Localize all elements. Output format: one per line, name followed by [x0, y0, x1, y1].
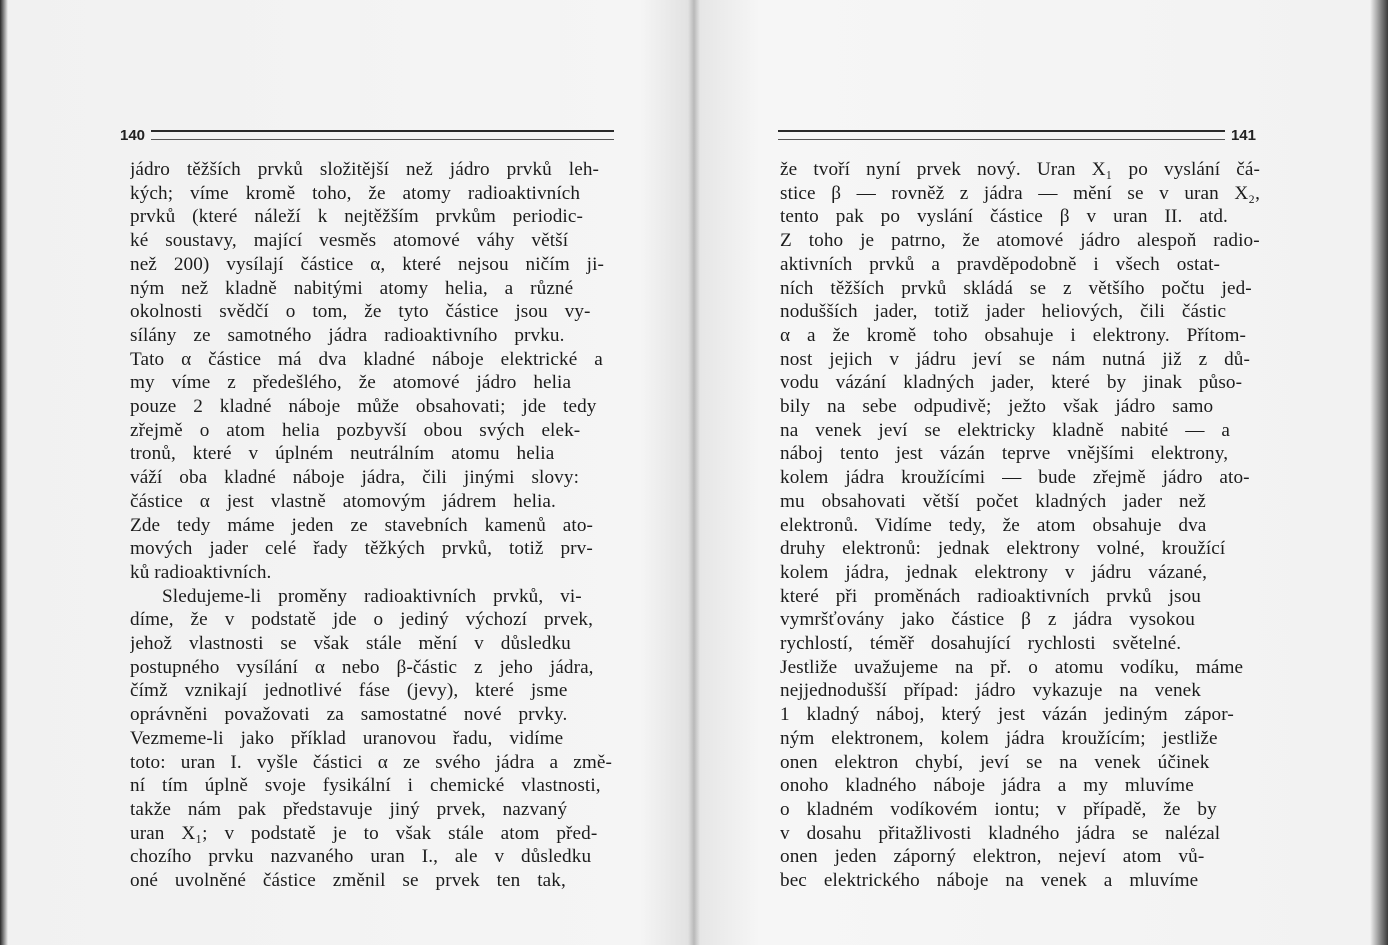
text-line: onen elektron chybí, jeví se na venek účinek — [780, 751, 1210, 773]
text-line: váží oba kladné náboje jádra, čili jinými slovy: — [130, 467, 579, 489]
text-line: jádro těžších prvků složitější než jádro prvků leh- — [130, 159, 599, 180]
text-line: vymršťovány jako částice β z jádra vysokou — [780, 609, 1195, 631]
text-line: tronů, které v úplném neutrálním atomu helia — [130, 443, 555, 465]
text-line: toto: uran I. vyšle částici α ze svého jádra a změ- — [130, 751, 612, 773]
right-page-header — [778, 124, 1256, 146]
text-line: stice β — rovněž z jádra — mění se v uran X₂, — [780, 182, 1260, 204]
text-line: prvků (které náleží k nejtěžším prvkům periodic- — [130, 206, 583, 228]
text-line: oprávněni považovati za samostatné nové prvky. — [130, 704, 568, 726]
text-line: částice α jest vlastně atomovým jádrem helia. — [130, 490, 556, 512]
text-line: bec elektrického náboje na venek a mluvíme — [780, 870, 1199, 892]
text-line: jehož vlastnosti se však stále mění v důsledku — [130, 633, 571, 655]
text-line: čímž vznikají jednotlivé fáse (jevy), které jsme — [130, 680, 568, 702]
paragraph — [130, 158, 612, 585]
text-line: mových jader celé řady těžkých prvků, totiž prv- — [130, 538, 593, 560]
left-page — [0, 0, 690, 945]
right-page-body — [780, 158, 1260, 893]
text-line: Jestliže uvažujeme na př. o atomu vodíku, máme — [780, 656, 1244, 678]
text-line: o kladném vodíkovém iontu; v případě, že by — [780, 798, 1217, 820]
text-line: tento pak po vyslání částice β v uran II. atd. — [780, 206, 1228, 228]
text-line: vodu vázání kladných jader, které by jinak půso- — [780, 372, 1243, 394]
text-line: Tato α částice má dva kladné náboje elektrické a — [130, 348, 603, 370]
text-line: onoho kladného náboje jádra a my mluvíme — [780, 775, 1194, 797]
text-line: pouze 2 kladné náboje může obsahovati; jde tedy — [130, 396, 597, 418]
text-line: ní tím úplně svoje fysikální i chemické vlastnosti, — [130, 775, 601, 797]
text-line: než 200) vysílají částice α, které nejsou ničím ji- — [130, 253, 605, 275]
text-line: kých; víme kromě toho, že atomy radioaktivních — [130, 182, 581, 204]
text-line: náboj tento jest vázán teprve vnějšími elektrony, — [780, 443, 1229, 465]
text-line: Zde tedy máme jeden ze stavebních kamenů ato- — [130, 514, 594, 536]
text-line: nejjednodušší případ: jádro vykazuje na venek — [780, 680, 1201, 702]
left-page-body — [130, 158, 612, 893]
text-line: které při proměnách radioaktivních prvků jsou — [780, 585, 1201, 607]
text-line: na venek jeví se elektricky kladně nabité — a — [780, 419, 1230, 441]
text-line: bily na sebe odpudivě; ježto však jádro samo — [780, 396, 1214, 418]
text-line: takže nám pak představuje jiný prvek, nazvaný — [130, 798, 568, 820]
text-line: 1 kladný náboj, který jest vázán jediným zápor- — [780, 704, 1234, 726]
page-number: 140 — [120, 126, 146, 144]
text-line: mu obsahovati větší počet kladných jader než — [780, 490, 1206, 512]
text-line: onen jeden záporný elektron, nejeví atom vů- — [780, 846, 1205, 868]
header-rule — [778, 130, 1225, 140]
text-line: díme, že v podstatě jde o jediný výchozí prvek, — [130, 609, 594, 631]
text-line: ké soustavy, mající vesměs atomové váhy větší — [130, 230, 569, 252]
text-line: uran X₁; v podstatě je to však stále atom před- — [130, 822, 598, 844]
text-line: Z toho je patrno, že atomové jádro alespoň radio- — [780, 230, 1260, 252]
header-rule — [151, 130, 614, 140]
right-page — [696, 0, 1388, 945]
text-line: zřejmě o atom helia pozbyvší obou svých elek- — [130, 419, 581, 441]
page-number: 141 — [1230, 126, 1256, 144]
text-line: okolnosti svědčí o tom, že tyto částice jsou vy- — [130, 301, 591, 323]
text-line: kolem jádra kroužícími — bude zřejmě jádro ato- — [780, 467, 1250, 489]
text-line: kolem jádra, jednak elektrony v jádru vázané, — [780, 561, 1208, 583]
text-line: oné uvolněné částice změnil se prvek ten tak, — [130, 870, 566, 892]
text-line: Vezmeme-li jako příklad uranovou řadu, vidíme — [130, 727, 564, 749]
text-line: ným než kladně nabitými atomy helia, a různé — [130, 277, 574, 299]
text-line: α a že kromě toho obsahuje i elektrony. Přítom- — [780, 324, 1246, 346]
text-line: rychlostí, téměř dosahující rychlosti světelné. — [780, 633, 1182, 655]
text-line: elektronů. Vidíme tedy, že atom obsahuje dva — [780, 514, 1207, 536]
text-line: nodušších jader, totiž jader heliových, čili částic — [780, 301, 1227, 323]
text-line: ků radioaktivních. — [130, 561, 272, 583]
text-line: my víme z předešlého, že atomové jádro helia — [130, 372, 572, 394]
text-line: postupného vysílání α nebo β-částic z jeho jádra, — [130, 656, 594, 678]
text-line: Sledujeme-li proměny radioaktivních prvků, vi- — [162, 585, 582, 607]
text-line: nost jejich v jádru jeví se nám nutná již z dů- — [780, 348, 1250, 370]
text-line: aktivních prvků a pravděpodobně i všech ostat- — [780, 253, 1220, 275]
text-line: ným elektronem, kolem jádra kroužícím; jestliže — [780, 727, 1218, 749]
text-line: druhy elektronů: jednak elektrony volné, kroužící — [780, 538, 1226, 560]
text-line: ních těžších prvků skládá se z většího počtu jed- — [780, 277, 1252, 299]
text-line: že tvoří nyní prvek nový. Uran X₁ po vyslání čá- — [780, 159, 1260, 180]
text-line: sílány ze samotného jádra radioaktivního prvku. — [130, 324, 565, 346]
text-line: chozího prvku nazvaného uran I., ale v důsledku — [130, 846, 592, 868]
paragraph — [130, 585, 612, 893]
text-line: v dosahu přitažlivosti kladného jádra se nalézal — [780, 822, 1221, 844]
left-page-header — [120, 124, 614, 146]
paragraph — [780, 158, 1260, 893]
